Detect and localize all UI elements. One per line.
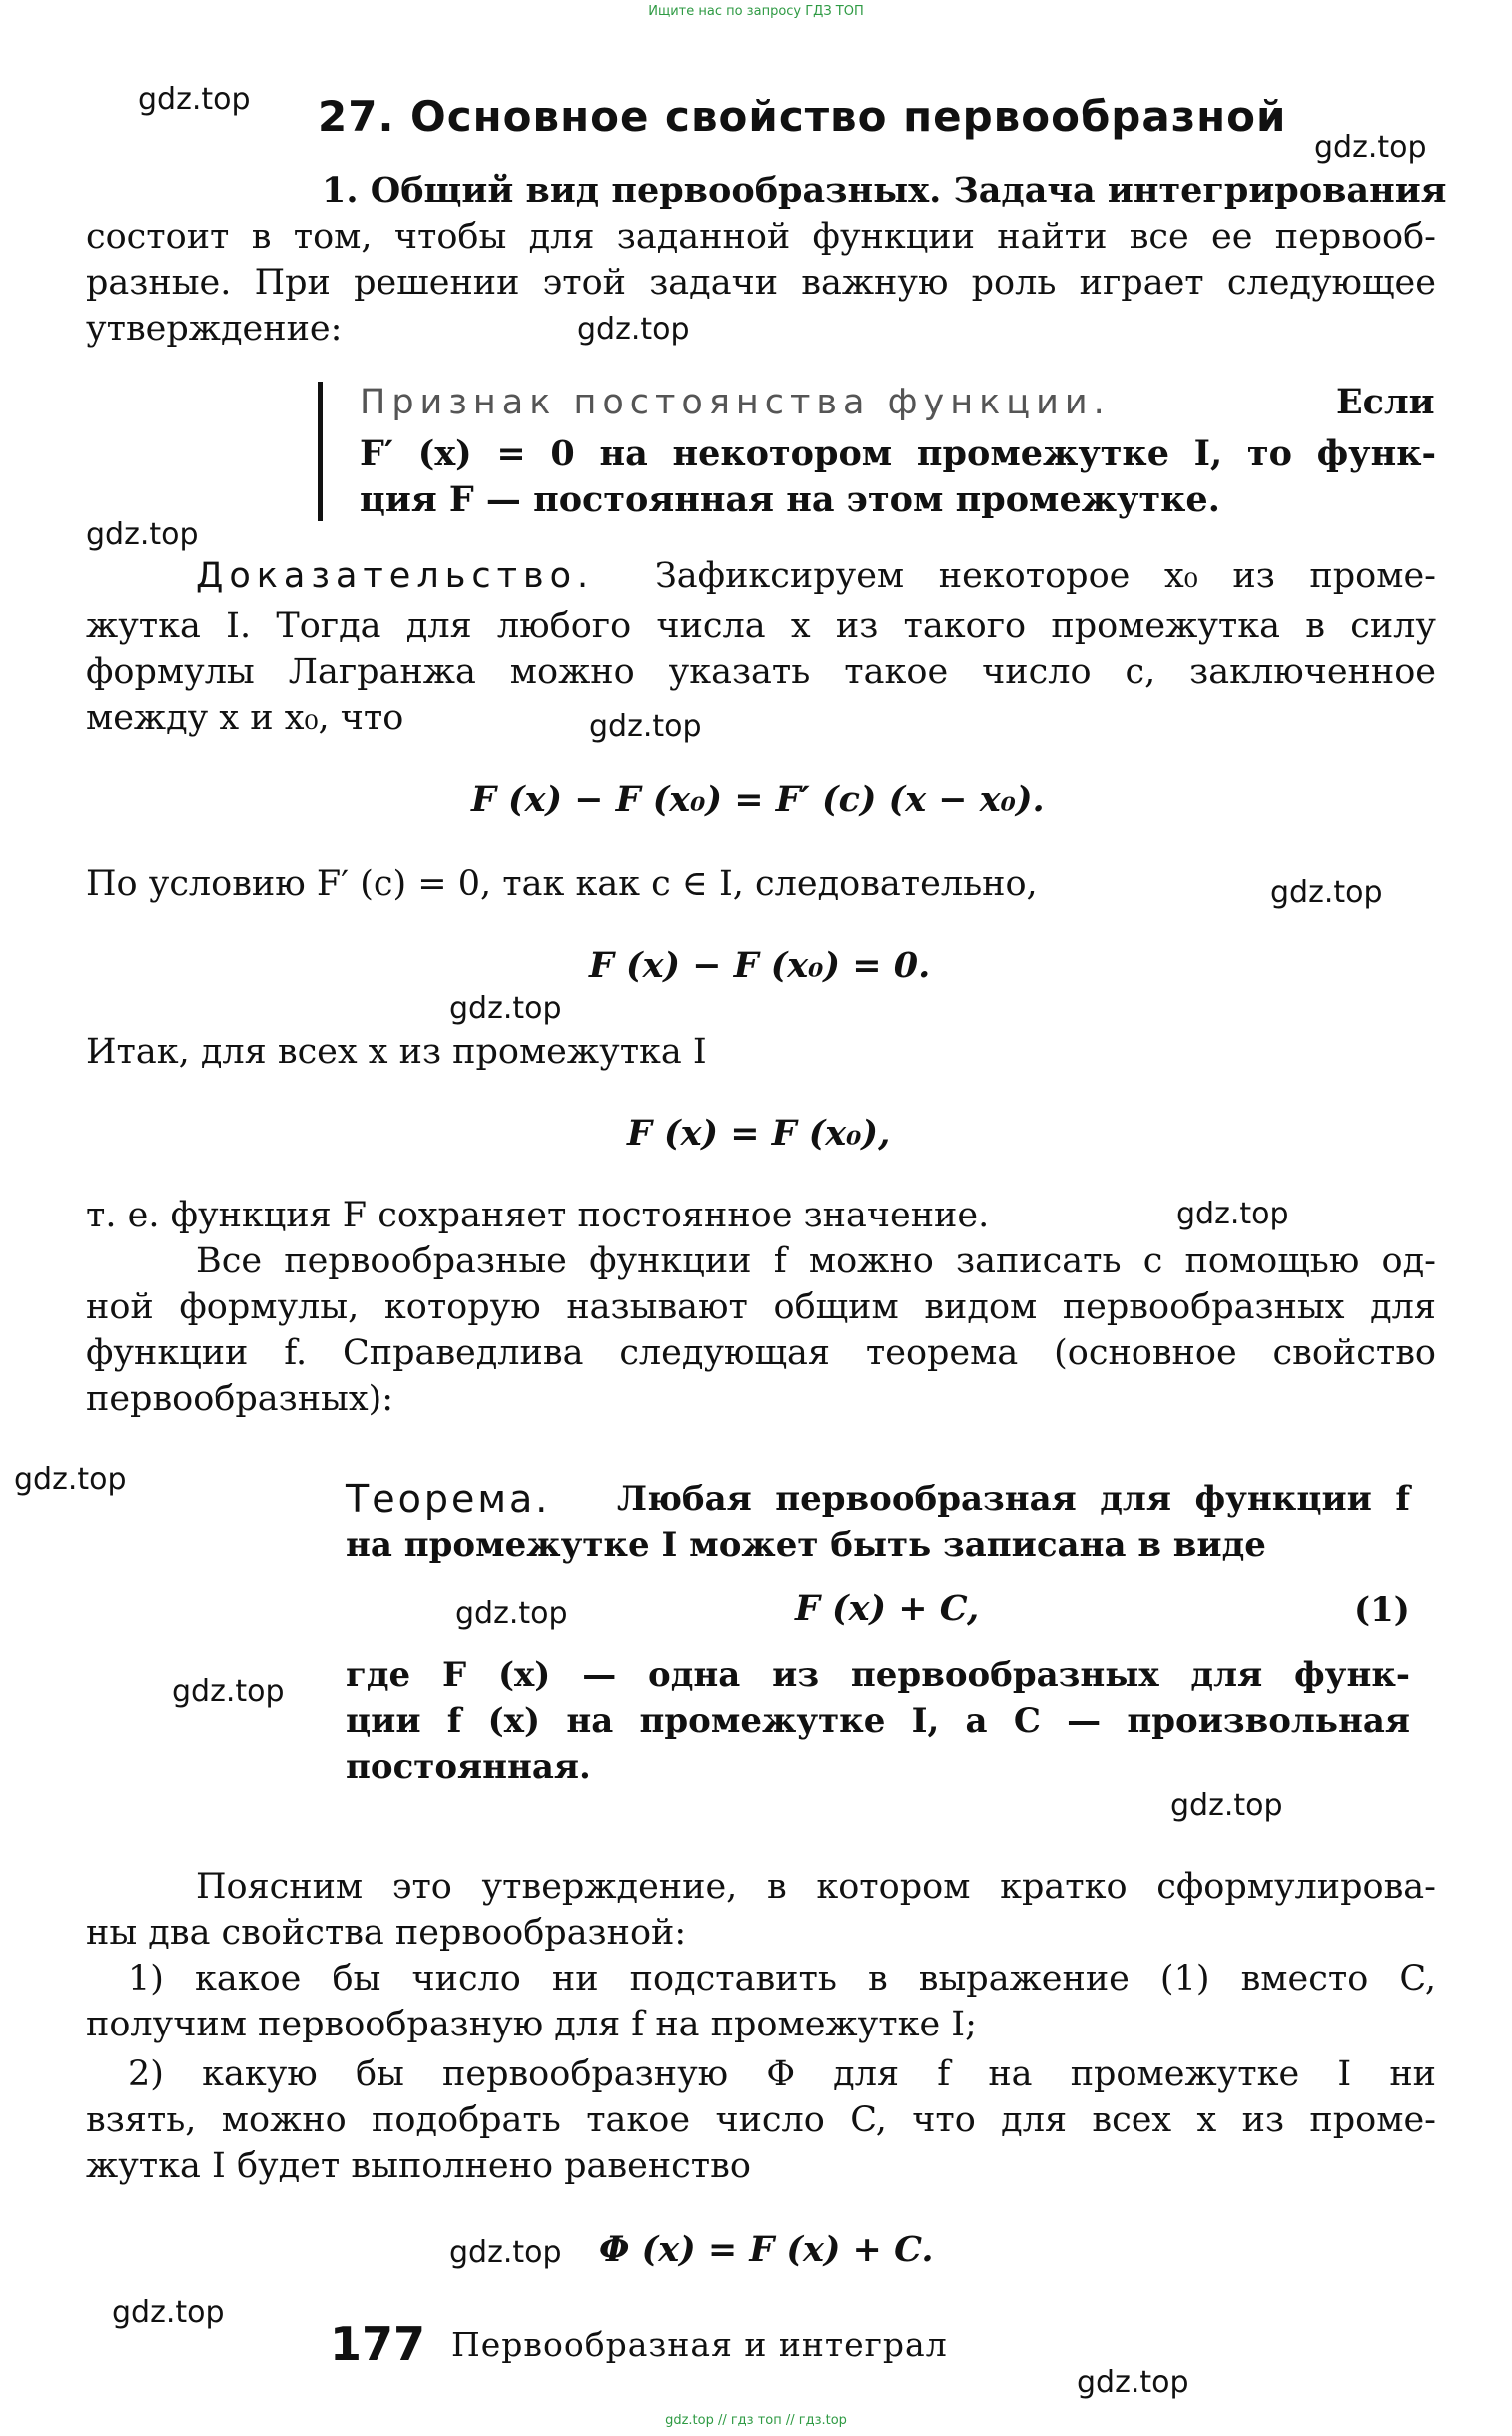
paragraph-line: 1. Общий вид первообразных. Задача интегрирования [322,170,1447,211]
theorem-formula: F (x) + C, [795,1588,980,1629]
paragraph-line: первообразных): [86,1379,394,1419]
proof-heading: Доказательство. [196,556,595,596]
paragraph-line: т. е. функция F сохраняет постоянное значение. [86,1196,990,1235]
paragraph-line: разные. При решении этой задачи важную роль играет следующее [86,263,1436,303]
header-note: Ищите нас по запросу ГДЗ ТОП [648,4,864,19]
watermark: gdz.top [172,1674,285,1709]
criterion-text: Если [1336,382,1435,422]
watermark: gdz.top [1170,1788,1283,1823]
formula: F (x) − F (x₀) = F′ (c) (x − x₀). [471,779,1045,820]
paragraph-line: Итак, для всех x из промежутка I [86,1032,707,1072]
paragraph-line: Зафиксируем некоторое x₀ из проме- [655,556,1436,596]
watermark: gdz.top [1176,1197,1289,1231]
paragraph-line: состоит в том, чтобы для заданной функции найти все ее первооб- [86,217,1436,257]
watermark: gdz.top [449,2235,562,2270]
section-title: 27. Основное свойство первообразной [318,92,1287,141]
paragraph-line: утверждение: [86,309,343,349]
equation-number: (1) [1354,1590,1410,1630]
theorem-text: где F (x) — одна из первообразных для функ- [346,1655,1410,1695]
watermark: gdz.top [138,82,251,117]
watermark: gdz.top [449,991,562,1026]
footer-note: gdz.top // гдз топ // гдз.top [665,2413,847,2428]
formula: F (x) = F (x₀), [627,1113,891,1154]
formula: Φ (x) = F (x) + C. [599,2229,934,2270]
paragraph-line: формулы Лагранжа можно указать такое число c, заключенное [86,652,1436,692]
theorem-text: постоянная. [346,1747,591,1787]
paragraph-line: жутка I будет выполнено равенство [86,2146,751,2186]
watermark: gdz.top [589,709,702,744]
paragraph-line: По условию F′ (c) = 0, так как c ∈ I, следовательно, [86,864,1038,904]
paragraph-line: взять, можно подобрать такое число C, что для всех x из проме- [86,2100,1436,2140]
paragraph-line: 2) какую бы первообразную Φ для f на промежутке I ни [128,2054,1436,2094]
paragraph-line: 1) какое бы число ни подставить в выражение (1) вместо C, [128,1959,1436,1999]
paragraph-line: получим первообразную для f на промежутке I; [86,2005,977,2044]
paragraph-line: жутка I. Тогда для любого числа x из такого промежутка в силу [86,606,1436,646]
paragraph-line: Все первообразные функции f можно записать с помощью од- [196,1241,1436,1281]
watermark: gdz.top [1270,875,1383,910]
watermark: gdz.top [14,1462,127,1497]
watermark: gdz.top [577,312,690,347]
watermark: gdz.top [1314,130,1427,165]
theorem-text: ции f (x) на промежутке I, а C — произвольная [346,1701,1410,1741]
paragraph-line: ны два свойства первообразной: [86,1913,687,1953]
watermark: gdz.top [112,2295,225,2330]
paragraph-line: Поясним это утверждение, в котором кратко сформулирова- [196,1867,1436,1907]
criterion-heading: Признак постоянства функции. [360,383,1111,422]
theorem-text: Любая первообразная для функции f [617,1479,1410,1519]
watermark: gdz.top [1077,2365,1189,2400]
page-number: 177 [330,2317,426,2371]
watermark: gdz.top [86,517,199,552]
criterion-text: F′ (x) = 0 на некотором промежутке I, то функ- [360,433,1436,474]
running-footer: Первообразная и интеграл [451,2325,948,2364]
paragraph-line: функции f. Справедлива следующая теорема (основное свойство [86,1333,1436,1373]
paragraph-line: ной формулы, которую называют общим видом первообразных для [86,1287,1436,1327]
formula: F (x) − F (x₀) = 0. [589,945,931,986]
criterion-text: ция F — постоянная на этом промежутке. [360,479,1220,520]
paragraph-line: между x и x₀, что [86,698,404,738]
theorem-label: Теорема. [346,1477,551,1521]
theorem-text: на промежутке I может быть записана в виде [346,1525,1266,1565]
criterion-rule [318,382,323,521]
watermark: gdz.top [455,1596,568,1631]
